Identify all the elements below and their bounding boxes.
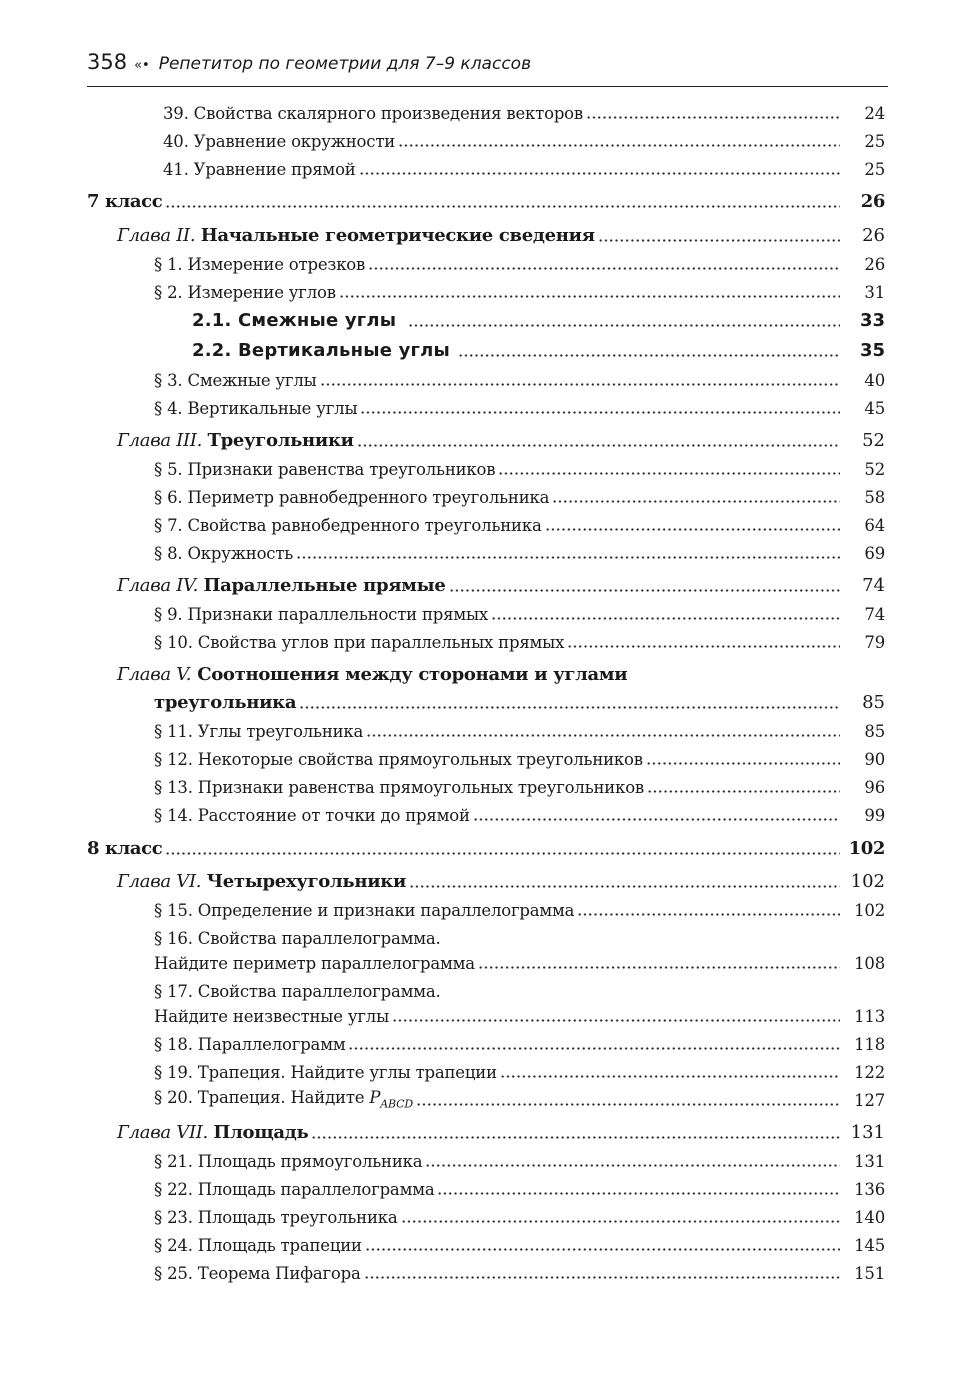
toc-entry-title: § 6. Периметр равнобедренного треугольника [154,487,550,507]
toc-entry-title [154,1087,413,1112]
dot-leader [598,239,840,242]
toc-entry-page: 31 [864,282,885,302]
dot-leader [646,762,840,765]
chapter-name: Четырехугольники [206,871,406,892]
toc-entry-page: 102 [854,900,885,920]
dot-leader [586,116,840,119]
dot-leader [165,205,840,208]
toc-entry-title [117,432,354,453]
chapter-name: Треугольники [207,430,354,451]
toc-entry-title [117,227,595,248]
toc-entry-title [154,694,296,715]
running-header [87,50,887,80]
dot-leader [577,913,840,916]
dot-leader [473,818,840,821]
toc-entry-page: 45 [864,398,885,418]
chapter-label: Глава II. [117,225,196,246]
toc-entry [0,747,974,771]
toc-entry-title: § 25. Теорема Пифагора [154,1263,361,1283]
toc-entry-title [117,577,446,598]
toc-entry-title: § 15. Определение и признаки параллелограмма [154,900,575,920]
dot-leader [409,885,840,888]
toc-entry [0,1233,974,1257]
header-rule [87,86,888,87]
toc-entry-title: 40. Уравнение окружности [163,131,396,151]
toc-subentry [0,339,974,363]
toc-entry [0,719,974,743]
toc-entry-title: 8 класс [87,838,163,859]
toc-entry [0,1177,974,1201]
toc-entry-page: 26 [862,225,885,246]
toc-entry-title: § 10. Свойства углов при параллельных прямых [154,632,565,652]
dot-leader [165,852,840,855]
chapter-name: Площадь [213,1122,309,1143]
toc-entry-title: § 21. Площадь прямоугольника [154,1151,423,1171]
toc-entry-page: 24 [864,103,885,123]
toc-entry-title: § 13. Признаки равенства прямоугольных треугольников [154,777,645,797]
page-number: 358 [87,50,128,74]
dot-leader [500,1075,840,1078]
dot-leader [491,617,840,620]
toc-entry [0,775,974,799]
toc-subentry [0,309,974,333]
dot-leader [368,267,840,270]
toc-entry-page: 131 [850,1122,885,1143]
toc-entry-page: 85 [864,721,885,741]
dot-leader [348,1047,840,1050]
toc-entry [0,457,974,481]
chapter-label: Глава III. [117,430,203,451]
toc-entry [0,129,974,153]
toc-entry-page: 136 [854,1179,885,1199]
chapter-name-continued: треугольника [154,692,297,713]
toc-entry [0,1060,974,1084]
toc-entry [0,541,974,565]
toc-entry-page: 145 [854,1235,885,1255]
toc-entry-title: § 18. Параллелограмм [154,1034,346,1054]
toc-entry-page: 25 [864,159,885,179]
toc-entry-page: 140 [854,1207,885,1227]
toc-entry [0,1149,974,1173]
toc-entry-title: § 23. Площадь треугольника [154,1207,398,1227]
dot-leader [339,295,840,298]
toc-chapter-entry [0,691,974,715]
chapter-label: Глава V. [117,664,192,685]
toc-chapter-entry-line1 [117,666,627,684]
dot-leader [408,324,840,327]
dot-leader [498,472,840,475]
toc-entry-page: 26 [864,254,885,274]
dot-leader [647,790,840,793]
toc-entry [0,101,974,125]
toc-entry-page: 64 [864,515,885,535]
dot-leader [320,383,840,386]
toc-entry-title: § 8. Окружность [154,543,294,563]
dot-leader [359,172,840,175]
chapter-name: Параллельные прямые [203,575,446,596]
toc-entry [0,396,974,420]
toc-entry [0,951,974,975]
dot-leader [299,706,840,709]
chapter-label: Глава VII. [117,1122,208,1143]
toc-entry-page: 127 [854,1090,885,1110]
toc-entry-page: 131 [854,1151,885,1171]
toc-entry-title: § 1. Измерение отрезков [154,254,366,274]
toc-entry-page: 33 [859,310,885,331]
toc-entry-page: 85 [862,692,885,713]
toc-entry-title: § 24. Площадь трапеции [154,1235,362,1255]
toc-entry-page: 74 [862,575,885,596]
toc-entry-title: § 7. Свойства равнобедренного треугольника [154,515,542,535]
toc-entry-page: 96 [864,777,885,797]
toc-entry-line1: § 16. Свойства параллелограмма. [154,929,441,948]
toc-entry [0,1032,974,1056]
toc-entry [0,368,974,392]
toc-chapter-entry [0,1121,974,1145]
toc-entry-page: 52 [862,430,885,451]
toc-entry [0,1004,974,1028]
toc-entry-page: 26 [860,191,885,212]
toc-entry-text: § 20. Трапеция. Найдите [154,1087,365,1107]
toc-entry [0,898,974,922]
chapter-name: Соотношения между сторонами и углами [197,664,628,685]
toc-entry-page: 151 [854,1263,885,1283]
guillemet-bullet-icon: «• [134,58,150,73]
toc-entry [0,280,974,304]
toc-entry-page: 102 [848,838,885,859]
toc-entry-title [117,873,406,894]
dot-leader [296,556,840,559]
toc-entry-page: 25 [864,131,885,151]
dot-leader [567,645,840,648]
toc-entry [0,157,974,181]
toc-chapter-entry [0,224,974,248]
dot-leader [364,1276,840,1279]
toc-entry-title: 2.1. Смежные углы [192,310,397,331]
toc-entry [0,602,974,626]
dot-leader [360,411,840,414]
toc-entry-page: 118 [854,1034,885,1054]
toc-grade-entry [0,837,974,861]
toc-entry [0,1205,974,1229]
chapter-name: Начальные геометрические сведения [200,225,595,246]
toc-entry-title: § 2. Измерение углов [154,282,336,302]
toc-entry-title: § 9. Признаки параллельности прямых [154,604,489,624]
toc-entry [0,485,974,509]
toc-entry-page: 122 [854,1062,885,1082]
toc-entry [0,513,974,537]
toc-chapter-entry [0,870,974,894]
toc-entry-title: Найдите неизвестные углы [154,1006,390,1026]
toc-entry-page: 79 [864,632,885,652]
dot-leader [401,1220,840,1223]
toc-entry-title: § 22. Площадь параллелограмма [154,1179,435,1199]
toc-entry-page: 102 [850,871,885,892]
toc-entry-title: § 14. Расстояние от точки до прямой [154,805,470,825]
toc-entry-title: § 4. Вертикальные углы [154,398,358,418]
toc-entry-title: 39. Свойства скалярного произведения векторов [163,103,584,123]
toc-entry-title [117,1124,308,1145]
toc-entry-page: 99 [864,805,885,825]
perimeter-subscript: ABCD [380,1097,413,1110]
dot-leader [311,1136,840,1139]
chapter-label: Глава IV. [117,575,199,596]
toc-entry [0,252,974,276]
toc-entry [0,1088,974,1112]
dot-leader [437,1192,840,1195]
dot-leader [449,589,840,592]
toc-chapter-entry [0,574,974,598]
dot-leader [552,500,840,503]
dot-leader [398,144,840,147]
book-title: Репетитор по геометрии для 7–9 классов [158,54,532,74]
toc-entry-page: 58 [864,487,885,507]
toc-entry-line1: § 17. Свойства параллелограмма. [154,982,441,1001]
toc-entry-title: 7 класс [87,191,163,212]
toc-entry-page: 108 [854,953,885,973]
toc-entry-page: 35 [859,340,885,361]
toc-entry-title: § 3. Смежные углы [154,370,317,390]
toc-grade-entry [0,190,974,214]
dot-leader [357,444,840,447]
dot-leader [545,528,840,531]
toc-entry-title: Найдите периметр параллелограмма [154,953,475,973]
toc-entry-title: § 19. Трапеция. Найдите углы трапеции [154,1062,497,1082]
dot-leader [392,1019,840,1022]
toc-entry-page: 40 [864,370,885,390]
chapter-label: Глава VI. [117,871,202,892]
toc-entry-page: 90 [864,749,885,769]
toc-entry-title: § 11. Углы треугольника [154,721,364,741]
dot-leader [366,734,840,737]
dot-leader [416,1103,840,1106]
dot-leader [425,1164,840,1167]
toc-entry-page: 69 [864,543,885,563]
toc-chapter-entry [0,429,974,453]
toc-entry-title: § 5. Признаки равенства треугольников [154,459,496,479]
toc-entry-page: 52 [864,459,885,479]
toc-entry [0,803,974,827]
toc-entry-title: 41. Уравнение прямой [163,159,356,179]
toc-entry-page: 74 [864,604,885,624]
dot-leader [478,966,840,969]
perimeter-variable: P [369,1087,381,1107]
dot-leader [365,1248,840,1251]
dot-leader [458,354,840,357]
toc-entry [0,1261,974,1285]
toc-entry-title: § 12. Некоторые свойства прямоугольных треугольников [154,749,643,769]
toc-entry [0,630,974,654]
toc-entry-title: 2.2. Вертикальные углы [192,340,450,361]
toc-entry-page: 113 [854,1006,885,1026]
